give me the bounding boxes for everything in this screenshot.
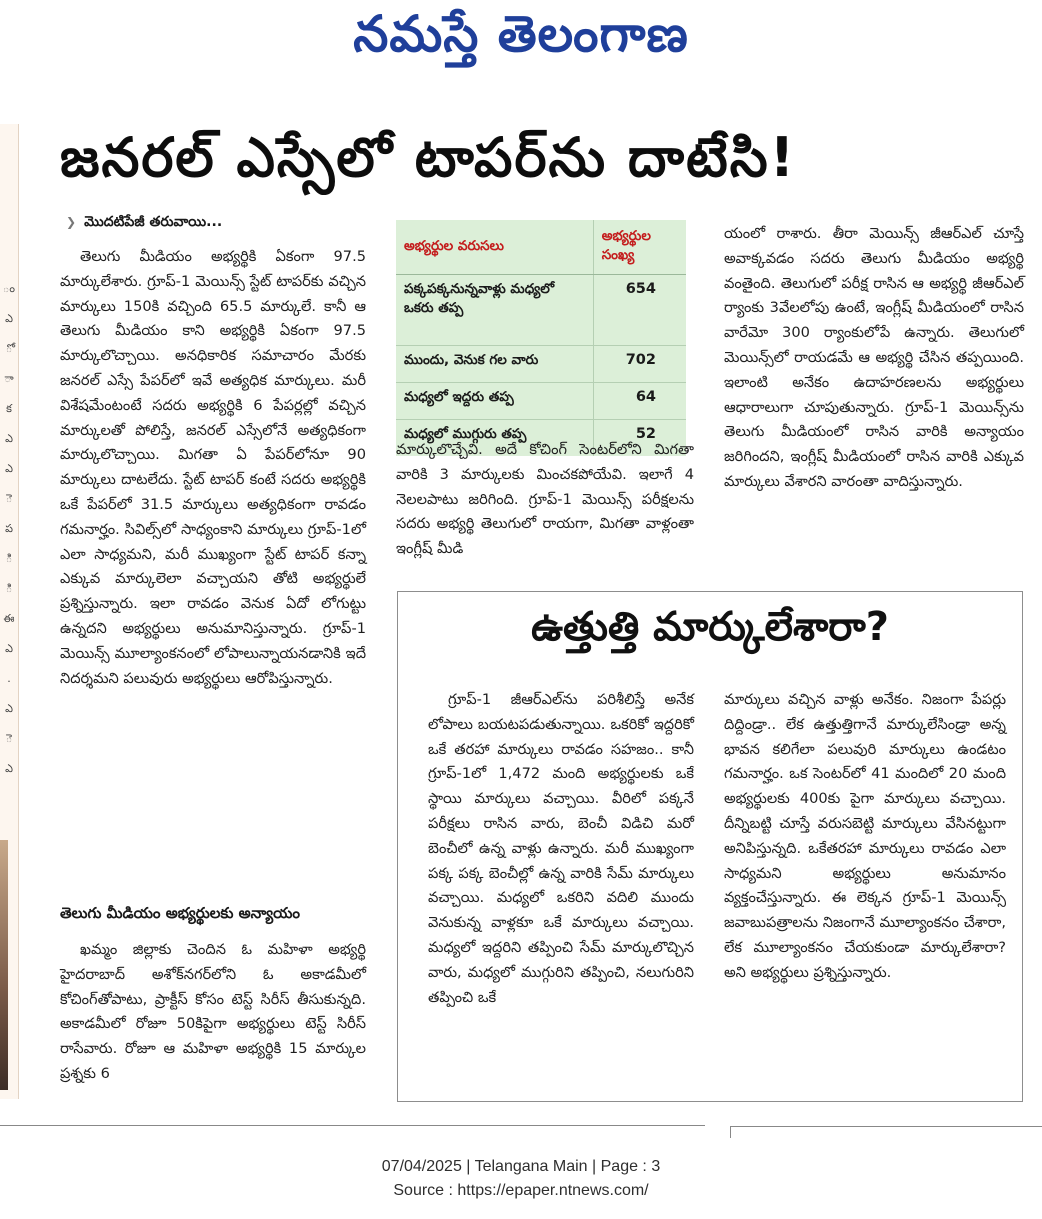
left-column-paragraph: తెలుగు మీడియం అభ్యర్థికి ఏకంగా 97.5 మార్కులేశారు. గ్రూప్‌-1 మెయిన్స్‌ స్టేట్‌ టాపర్‌కు వచ్చిన మార్కులు 150కి వచ్చింది 65.5 మార్కులే. కానీ ఆ తెలుగు మీడియం కాని అభ్యర్థికి ఏకంగా 97.5 మార్కులొచ్చాయి. అనధికారిక సమాచారం మేరకు జనరల్‌ ఎస్సే పేపర్‌లో ఇవే అత్యధిక మార్కులు. మరీ విశేషమేంటంటే సదరు అభ్యర్థికి 6 పేపర్లల్లో వచ్చిన మార్కులతో పోలిస్తే, జనరల్‌ ఎస్సేలోనే అత్యధికంగా మార్కులొచ్చాయి. మిగతా ఏ పేపర్‌లోనూ 90 మార్కులు దాటలేదు. స్టేట్‌ టాపర్‌ కంటే సదరు అభ్యర్థికి ఒకే పేపర్‌లో 31.5 మార్కులు అత్యధికంగా రావడం గమనార్హం. సివిల్స్‌లో సాధ్యంకాని మార్కులు గ్రూప్‌-1లో ఎలా సాధ్యమని, మరీ ముఖ్యంగా స్టేట్‌ టాపర్‌ కన్నా ఎక్కువ మార్కులెలా వచ్చాయని తోటి అభ్యర్థులే ప్రశ్నిస్తున్నారు. ఇలా రావడం వెనుక ఏదో లోగుట్టు ఉన్నదని అభ్యర్థులు అనుమానిస్తున్నారు. గ్రూప్‌-1 మెయిన్స్‌ మూల్యాంకనంలో లోపాలున్నాయనడానికి ఇదే నిదర్శమని పలువురు అభ్యర్థులు ఆరోపిస్తున్నారు. [60,248,366,687]
footer-source-line: Source : https://epaper.ntnews.com/ [393,1182,649,1199]
divider-line [0,1125,705,1126]
left-column-continued [60,938,366,1087]
middle-column [396,438,694,562]
table-cell-label: పక్కపక్కనున్నవాళ్లు మధ్యలో ఒకరు తప్ప [396,275,593,346]
sidebar-box-left-paragraph: గ్రూప్‌-1 జీఆర్‌ఎల్‌ను పరిశీలిస్తే అనేక లోపాలు బయటపడుతున్నాయి. ఒకరికో ఇద్దరికో ఒకే తరహా మార్కులు రావడం సహజం.. కానీ గ్రూప్‌-1లో 1,472 మంది అభ్యర్థులకు ఒకే స్థాయి మార్కులు వచ్చాయి. వీరిలో పక్కనే పరీక్షలు రాసిన వారు, బెంచీ విడిచి మరో బెంచీలో ఉన్న వాళ్లు ఉన్నారు. మరీ ముఖ్యంగా పక్క పక్క బెంచీల్లో ఉన్న వారికి సేమ్‌ మార్కులు వచ్చాయి. మధ్యలో ఒకరిని వదిలి ముందు వెనుకున్న వాళ్లకూ ఒకే మార్కులు వచ్చాయి. మధ్యలో ఇద్దరిని తప్పించి సేమ్‌ మార్కులొచ్చిన వారు, మధ్యలో ముగ్గురిని తప్పించి, నలుగురిని తప్పించి ఒకే [428,691,694,1006]
subheading: తెలుగు మీడియం అభ్యర్థులకు అన్యాయం [60,904,301,922]
left-column [60,245,366,691]
masthead [0,0,1042,78]
table-row [396,383,686,420]
right-column-paragraph: యంలో రాశారు. తీరా మెయిన్స్‌ జీఆర్‌ఎల్‌ చూస్తే అవాక్కవడం సదరు తెలుగు మీడియం అభ్యర్థి వంతైంది. తెలుగులో పరీక్ష రాసిన ఆ అభ్యర్థి జీఆర్‌ఎల్‌ ర్యాంకు 3వేలలోపు ఉంటే, ఇంగ్లీష్‌ మీడియంలో రాసిన వారేమో 300 ర్యాంకులోపే ఉన్నారు. తెలుగులో మెయిన్స్‌లో రాయడమే ఆ అభ్యర్థి చేసిన తప్పయింది. ఇలాంటి అనేకం ఉదాహరణలను అభ్యర్థులు ఆధారాలుగా చూపుతున్నారు. గ్రూప్‌-1 మెయిన్స్‌ను తెలుగు మీడియంలో రాసిన వారికి అన్యాయం జరిగిందని, ఇంగ్లీష్‌ మీడియంలో రాసిన వారికి ఎక్కువ మార్కులు వేశారని వారంతా వాదిస్తున్నారు. [724,225,1024,490]
table-header-count: అభ్యర్థుల సంఖ్య [593,220,686,275]
sidebar-box-left-column [428,688,694,1010]
divider-tick [730,1126,731,1138]
continued-text: మొదటిపేజీ తరువాయి... [84,214,223,230]
footer-date-line: 07/04/2025 | Telangana Main | Page : 3 [381,1158,661,1175]
sidebar-box-headline: ఉత్తుత్తి మార్కులేశారా? [531,604,889,650]
adjacent-article-text: ం ఎ ో ా క ఎ ఎ ె ప ి ి ఈ ఎ . ఎ ె ఎ [3,282,15,775]
middle-column-paragraph: మార్కులొచ్చేవి. అదే కోచింగ్‌ సెంటర్‌లోని మిగతా వారికి 3 మార్కులకు మించకపోయేవి. ఇలాగే 4 నెలలపాటు జరిగింది. గ్రూప్‌-1 మెయిన్స్‌ పరీక్షలను సదరు అభ్యర్థి తెలుగులో రాయగా, మిగతా వాళ్లంతా ఇంగ్లీష్‌ మీడి [396,441,694,558]
table-cell-label: మధ్యలో ముగ్గురు తప్ప [396,420,593,457]
table-header-row [396,220,686,275]
masthead-logo-text: నమస్తే తెలంగాణ [353,4,689,63]
left-column-paragraph-2: ఖమ్మం జిల్లాకు చెందిన ఓ మహిళా అభ్యర్థి హైదరాబాద్‌ అశోక్‌నగర్‌లోని ఓ అకాడమీలో కోచింగ్‌తోపాటు, ప్రాక్టీస్‌ కోసం టెస్ట్‌ సిరీస్‌ తీసుకున్నది. అకాడమీలో రోజూ 50కిపైగా అభ్యర్థులు టెస్ట్‌ సిరీస్‌ రాసేవారు. రోజూ ఆ మహిళా అభ్యర్థికి 15 మార్కుల ప్రశ్నకు 6 [60,941,366,1082]
article-headline: జనరల్ ఎస్సేలో టాపర్‌ను దాటేసి! [60,126,797,189]
continued-label [66,214,366,236]
table-cell-label: మధ్యలో ఇద్దరు తప్ప [396,383,593,420]
page-footer [0,1155,1042,1203]
table-row [396,275,686,346]
table-cell-value: 52 [593,420,686,457]
table-header-rows: అభ్యర్థుల వరుసలు [396,220,593,275]
divider-line [730,1126,1042,1127]
table-cell-value: 702 [593,346,686,383]
chevron-right-icon: ❯ [66,215,77,229]
table-row [396,346,686,383]
table-cell-value: 64 [593,383,686,420]
adjacent-photo-edge [0,840,8,1090]
table-cell-value: 654 [593,275,686,346]
candidate-seating-table [396,220,686,456]
table-cell-label: ముందు, వెనుక గల వారు [396,346,593,383]
right-column [724,222,1024,495]
sidebar-box-right-column [724,688,1006,986]
sidebar-box-right-paragraph: మార్కులు వచ్చిన వాళ్లు అనేకం. నిజంగా పేపర్లు దిద్దిండ్రా.. లేక ఉత్తుత్తిగానే మార్కులేసిండ్రా అన్న భావన కలిగేలా పలువురి మార్కులు ఉండటం గమనార్హం. ఒక సెంటర్‌లో 41 మందిలో 20 మంది అభ్యర్థులకు 400కు పైగా మార్కులు వచ్చాయి. దీన్నిబట్టి చూస్తే వరుసబెట్టి మార్కులు వేసినట్టుగా అనిపిస్తున్నది. ఒకేతరహా మార్కులు రావడం ఎలా సాధ్యమని అభ్యర్థులు అనుమానం వ్యక్తంచేస్తున్నారు. ఈ లెక్కన గ్రూప్‌-1 మెయిన్స్‌ జవాబుపత్రాలను నిజంగానే మూల్యాంకనం చేశారా, లేక మూల్యాంకనం చేయకుండా మార్కులేశారా? అని అభ్యర్థులు ప్రశ్నిస్తున్నారు. [724,691,1006,981]
